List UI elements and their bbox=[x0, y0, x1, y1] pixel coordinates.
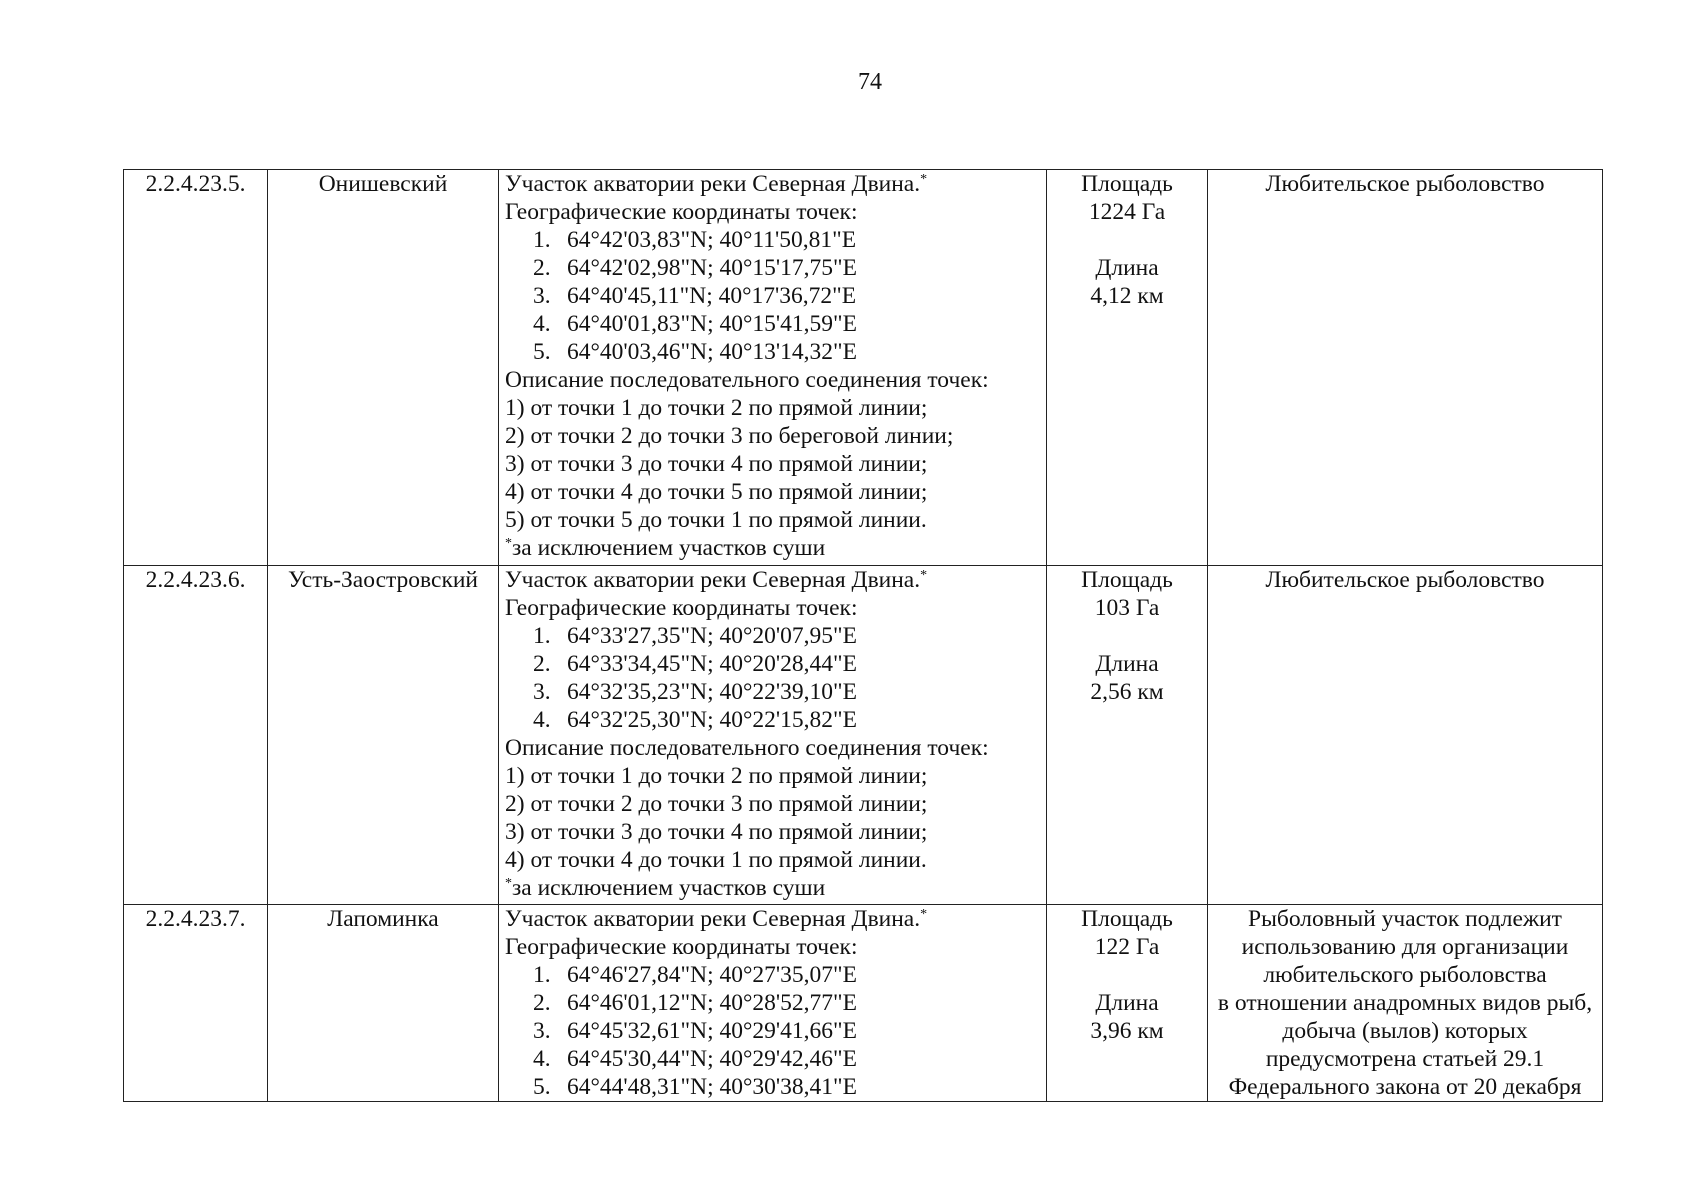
coordinate-index: 4. bbox=[533, 1046, 551, 1072]
coordinate-item bbox=[505, 706, 1040, 734]
coordinate-index: 5. bbox=[533, 339, 551, 365]
connection-heading: Описание последовательного соединения точек: bbox=[505, 367, 989, 393]
fishing-areas-table bbox=[123, 169, 1603, 1102]
coordinate-value: 64°42'02,98"N; 40°15'17,75"E bbox=[567, 255, 857, 281]
area-title: Участок акватории реки Северная Двина.* bbox=[505, 906, 928, 932]
coordinate-item bbox=[505, 1073, 1040, 1101]
area-name: Усть-Заостровский bbox=[287, 567, 479, 593]
usage-text-line: любительского рыболовства bbox=[1263, 962, 1547, 988]
coordinate-value: 64°32'35,23"N; 40°22'39,10"E bbox=[567, 679, 857, 705]
coordinate-item bbox=[505, 622, 1040, 650]
footnote: *за исключением участков суши bbox=[505, 875, 826, 901]
usage-type-cell bbox=[1208, 905, 1603, 1102]
coordinate-item bbox=[505, 1045, 1040, 1073]
usage-text-line: Любительское рыболовство bbox=[1265, 171, 1545, 197]
coordinate-index: 2. bbox=[533, 990, 551, 1016]
usage-type-cell bbox=[1208, 170, 1603, 566]
usage-text-line: использованию для организации bbox=[1241, 934, 1569, 960]
length-value: 4,12 км bbox=[1090, 283, 1164, 309]
coordinate-index: 4. bbox=[533, 707, 551, 733]
area-value: 103 Га bbox=[1094, 595, 1160, 621]
coordinate-value: 64°46'01,12"N; 40°28'52,77"E bbox=[567, 990, 857, 1016]
coordinate-item bbox=[505, 678, 1040, 706]
coordinate-value: 64°45'32,61"N; 40°29'41,66"E bbox=[567, 1018, 857, 1044]
coordinate-value: 64°40'03,46"N; 40°13'14,32"E bbox=[567, 339, 857, 365]
length-label: Длина bbox=[1095, 990, 1159, 1016]
coords-heading: Географические координаты точек: bbox=[505, 595, 858, 621]
connection-item: 4) от точки 4 до точки 1 по прямой линии. bbox=[505, 847, 927, 873]
area-name-cell bbox=[268, 566, 499, 905]
table-row bbox=[124, 170, 1603, 566]
area-title: Участок акватории реки Северная Двина.* bbox=[505, 567, 928, 593]
coordinate-value: 64°33'34,45"N; 40°20'28,44"E bbox=[567, 651, 857, 677]
usage-text-line: Любительское рыболовство bbox=[1265, 567, 1545, 593]
coordinate-value: 64°33'27,35"N; 40°20'07,95"E bbox=[567, 623, 857, 649]
footnote-marker: * bbox=[920, 568, 928, 583]
usage-text-line: Федерального закона от 20 декабря bbox=[1228, 1074, 1582, 1100]
connection-item: 1) от точки 1 до точки 2 по прямой линии; bbox=[505, 395, 928, 421]
usage-text-line: Рыболовный участок подлежит bbox=[1248, 906, 1562, 932]
coordinate-item bbox=[505, 1017, 1040, 1045]
area-number-cell bbox=[124, 905, 268, 1102]
coords-heading: Географические координаты точек: bbox=[505, 934, 858, 960]
length-label: Длина bbox=[1095, 255, 1159, 281]
area-number-cell bbox=[124, 170, 268, 566]
usage-text-line: в отношении анадромных видов рыб, bbox=[1217, 990, 1593, 1016]
length-value: 2,56 км bbox=[1090, 679, 1164, 705]
page-number: 74 bbox=[858, 69, 882, 95]
coords-heading: Географические координаты точек: bbox=[505, 199, 858, 225]
connection-item: 2) от точки 2 до точки 3 по береговой линии; bbox=[505, 423, 954, 449]
coordinate-item bbox=[505, 310, 1040, 338]
coordinate-index: 3. bbox=[533, 1018, 551, 1044]
coordinate-item bbox=[505, 961, 1040, 989]
area-size-cell bbox=[1047, 905, 1208, 1102]
area-name-cell bbox=[268, 170, 499, 566]
area-description-cell bbox=[499, 170, 1047, 566]
coordinate-index: 2. bbox=[533, 255, 551, 281]
length-label: Длина bbox=[1095, 651, 1159, 677]
coordinate-value: 64°40'45,11"N; 40°17'36,72"E bbox=[567, 283, 857, 309]
coordinate-value: 64°44'48,31"N; 40°30'38,41"E bbox=[567, 1074, 857, 1100]
connection-item: 5) от точки 5 до точки 1 по прямой линии. bbox=[505, 507, 927, 533]
footnote-marker: * bbox=[505, 536, 512, 551]
coordinate-item bbox=[505, 338, 1040, 366]
area-name: Лапоминка bbox=[327, 906, 439, 932]
coordinate-index: 4. bbox=[533, 311, 551, 337]
area-label: Площадь bbox=[1081, 171, 1173, 197]
area-number: 2.2.4.23.6. bbox=[145, 567, 246, 593]
coordinate-index: 2. bbox=[533, 651, 551, 677]
area-size-cell bbox=[1047, 566, 1208, 905]
area-title: Участок акватории реки Северная Двина.* bbox=[505, 171, 928, 197]
connection-heading: Описание последовательного соединения точек: bbox=[505, 735, 989, 761]
area-size-cell bbox=[1047, 170, 1208, 566]
coordinate-value: 64°42'03,83"N; 40°11'50,81"E bbox=[567, 227, 857, 253]
area-name-cell bbox=[268, 905, 499, 1102]
connection-item: 1) от точки 1 до точки 2 по прямой линии; bbox=[505, 763, 928, 789]
area-label: Площадь bbox=[1081, 567, 1173, 593]
coordinate-value: 64°40'01,83"N; 40°15'41,59"E bbox=[567, 311, 857, 337]
footnote: *за исключением участков суши bbox=[505, 535, 826, 561]
coordinate-value: 64°32'25,30"N; 40°22'15,82"E bbox=[567, 707, 857, 733]
length-value: 3,96 км bbox=[1090, 1018, 1164, 1044]
area-number: 2.2.4.23.5. bbox=[145, 171, 246, 197]
connection-item: 3) от точки 3 до точки 4 по прямой линии; bbox=[505, 819, 928, 845]
coordinate-index: 1. bbox=[533, 623, 551, 649]
coordinate-index: 1. bbox=[533, 962, 551, 988]
area-value: 122 Га bbox=[1094, 934, 1160, 960]
area-description-cell bbox=[499, 566, 1047, 905]
coordinate-index: 5. bbox=[533, 1074, 551, 1100]
coordinate-item bbox=[505, 254, 1040, 282]
coordinate-value: 64°46'27,84"N; 40°27'35,07"E bbox=[567, 962, 857, 988]
table-row bbox=[124, 905, 1603, 1102]
coordinate-value: 64°45'30,44"N; 40°29'42,46"E bbox=[567, 1046, 857, 1072]
connection-item: 4) от точки 4 до точки 5 по прямой линии; bbox=[505, 479, 928, 505]
usage-text-line: добыча (вылов) которых bbox=[1282, 1018, 1528, 1044]
area-number: 2.2.4.23.7. bbox=[145, 906, 246, 932]
area-name: Онишевский bbox=[318, 171, 448, 197]
area-value: 1224 Га bbox=[1088, 199, 1166, 225]
coordinate-index: 1. bbox=[533, 227, 551, 253]
area-description-cell bbox=[499, 905, 1047, 1102]
coordinate-item bbox=[505, 989, 1040, 1017]
connection-item: 2) от точки 2 до точки 3 по прямой линии; bbox=[505, 791, 928, 817]
area-number-cell bbox=[124, 566, 268, 905]
footnote-marker: * bbox=[505, 876, 512, 891]
coordinate-index: 3. bbox=[533, 283, 551, 309]
coordinate-index: 3. bbox=[533, 679, 551, 705]
usage-text-line: предусмотрена статьей 29.1 bbox=[1265, 1046, 1545, 1072]
footnote-marker: * bbox=[920, 907, 928, 922]
coordinate-item bbox=[505, 650, 1040, 678]
area-label: Площадь bbox=[1081, 906, 1173, 932]
usage-type-cell bbox=[1208, 566, 1603, 905]
footnote-marker: * bbox=[920, 172, 928, 187]
coordinate-item bbox=[505, 282, 1040, 310]
connection-item: 3) от точки 3 до точки 4 по прямой линии; bbox=[505, 451, 928, 477]
coordinate-item bbox=[505, 226, 1040, 254]
table-row bbox=[124, 566, 1603, 905]
